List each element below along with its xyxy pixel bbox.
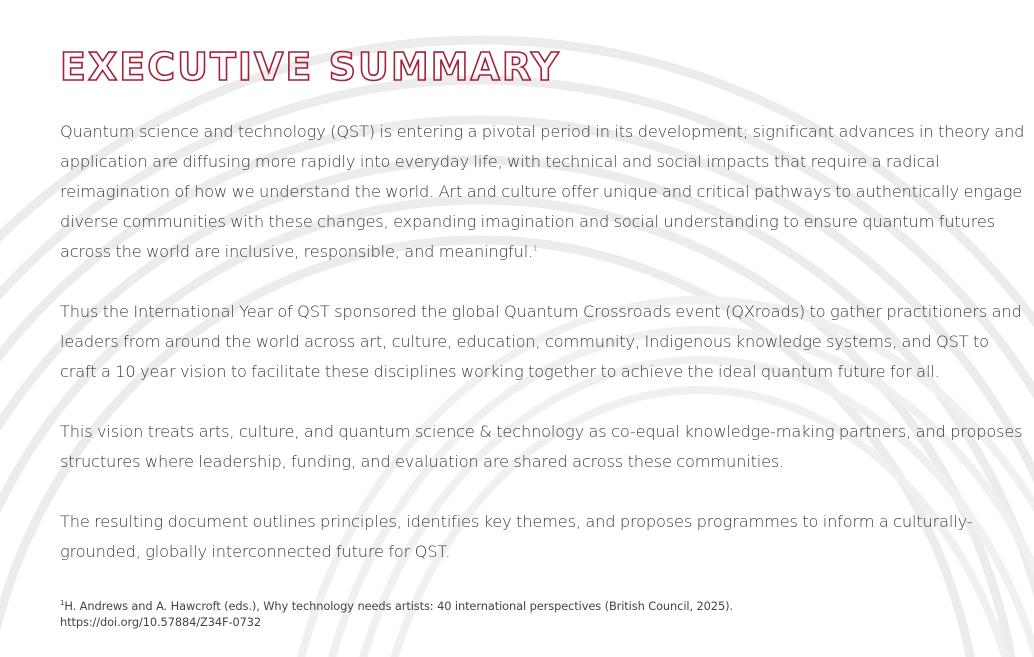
footnote-reference: 1 [533, 244, 538, 253]
paragraph-document-outline: The resulting document outlines principles, identifies key themes, and proposes programmes to inform a culturally-grounded, globally interconnected future for QST. [60, 512, 973, 561]
paragraph-vision: This vision treats arts, culture, and quantum science & technology as co-equal knowledge-making partners, and proposes structures where leadership, funding, and evaluation are shared across these communities. [60, 422, 1023, 471]
footnote-text: H. Andrews and A. Hawcroft (eds.), Why technology needs artists: 40 international perspectives (British Council, 2025). https://doi.org/10.57884/Z34F-0732 [60, 599, 733, 629]
paragraph-intro-text: Quantum science and technology (QST) is entering a pivotal period in its development; significant advances in theory and application are diffusing more rapidly into everyday life, with technical and social impacts that require a radical reimagination of how we understand the world. Art and culture offer unique and critical pathways to authentically engage diverse communities with these changes, expanding imagination and social understanding to ensure quantum futures across the world are inclusive, responsible, and meaningful. [60, 122, 1025, 261]
paragraph-qxroads: Thus the International Year of QST sponsored the global Quantum Crossroads event (QXroads) to gather practitioners and leaders from around the world across art, culture, education, community, Indigenous knowledge systems, and QST to craft a 10 year vision to facilitate these disciplines working together to achieve the ideal quantum future for all. [60, 302, 1022, 381]
page-title: EXECUTIVE SUMMARY [60, 45, 561, 89]
paragraph-intro [60, 117, 1026, 267]
footnote [60, 598, 780, 630]
footnote-marker: 1 [60, 599, 65, 608]
